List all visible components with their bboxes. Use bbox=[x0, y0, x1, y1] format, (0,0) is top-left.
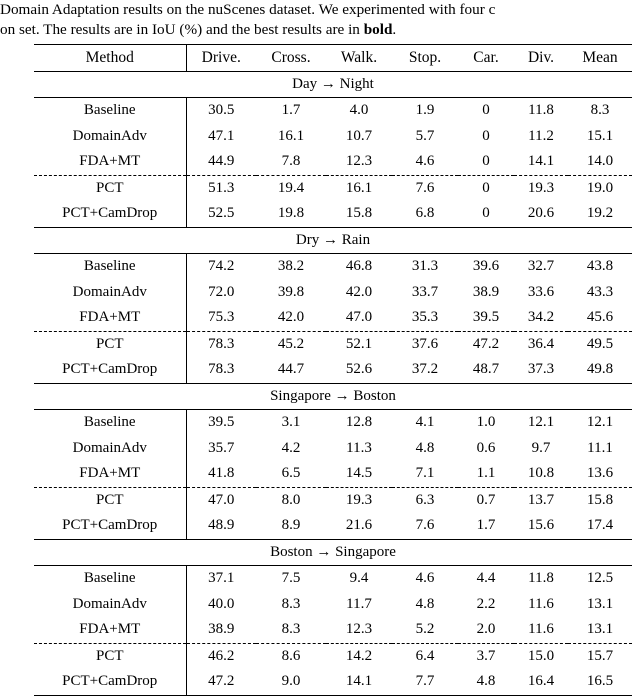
table-caption bbox=[0, 0, 640, 40]
cell-walk: 42.0 bbox=[345, 283, 373, 300]
cell-walk: 14.5 bbox=[345, 465, 373, 481]
cell-cross: 9.0 bbox=[281, 673, 301, 689]
table-row bbox=[34, 201, 632, 227]
cell-div: 10.8 bbox=[527, 465, 555, 481]
cell-mean: 15.8 bbox=[568, 487, 632, 513]
cell-stop: 5.2 bbox=[415, 621, 435, 637]
cell-car: 1.0 bbox=[476, 414, 496, 430]
cell-car: 1.1 bbox=[476, 465, 496, 481]
cell-mean: 14.0 bbox=[586, 153, 614, 169]
column-header-div: Div. bbox=[514, 45, 568, 72]
cell-drive: 72.0 bbox=[186, 280, 256, 306]
cell-div: 9.7 bbox=[531, 439, 551, 456]
cell-walk: 11.3 bbox=[346, 439, 372, 456]
cell-mean: 8.3 bbox=[590, 102, 610, 118]
cell-cross: 45.2 bbox=[256, 331, 326, 357]
cell-div: 13.7 bbox=[514, 487, 568, 513]
cell-div: 11.6 bbox=[528, 621, 554, 637]
cell-car: 1.7 bbox=[476, 517, 496, 533]
section-header-row bbox=[34, 71, 632, 97]
cell-drive: 41.8 bbox=[186, 461, 256, 487]
cell-stop: 4.6 bbox=[415, 570, 435, 586]
cell-cross: 6.5 bbox=[281, 465, 301, 481]
cell-stop: 6.8 bbox=[415, 205, 435, 221]
cell-stop: 7.6 bbox=[415, 517, 435, 533]
row-method: Baseline bbox=[83, 258, 136, 274]
cell-mean: 49.5 bbox=[568, 331, 632, 357]
section-title: Singapore → Boston bbox=[34, 383, 632, 409]
table-row bbox=[34, 280, 632, 306]
cell-drive: 75.3 bbox=[186, 305, 256, 331]
table-row bbox=[34, 592, 632, 618]
table-row bbox=[34, 410, 632, 436]
caption-line-2-text: on set. The results are in IoU (%) and the best results are in bbox=[0, 21, 364, 38]
cell-drive: 30.5 bbox=[186, 98, 256, 124]
cell-div: 15.0 bbox=[514, 643, 568, 669]
cell-stop: 6.3 bbox=[392, 487, 458, 513]
cell-cross: 4.2 bbox=[281, 439, 301, 456]
cell-car: 0 bbox=[458, 175, 514, 201]
cell-stop: 7.1 bbox=[415, 465, 435, 481]
cell-cross: 42.0 bbox=[277, 309, 305, 325]
cell-stop: 33.7 bbox=[411, 283, 439, 300]
cell-car: 39.6 bbox=[472, 258, 500, 274]
cell-cross: 44.7 bbox=[277, 361, 305, 377]
cell-drive: 35.7 bbox=[186, 436, 256, 462]
cell-stop: 5.7 bbox=[415, 127, 435, 144]
cell-mean: 13.1 bbox=[586, 595, 614, 612]
cell-walk: 14.1 bbox=[345, 673, 373, 689]
cell-walk: 46.8 bbox=[345, 258, 373, 274]
cell-div: 19.3 bbox=[514, 175, 568, 201]
cell-drive: 47.2 bbox=[186, 669, 256, 695]
cell-stop: 35.3 bbox=[411, 309, 439, 325]
cell-cross: 8.9 bbox=[281, 517, 301, 533]
cell-cross: 16.1 bbox=[277, 127, 305, 144]
table-row bbox=[34, 436, 632, 462]
table-row bbox=[34, 513, 632, 539]
row-method: PCT+CamDrop bbox=[62, 205, 158, 221]
cell-stop: 4.8 bbox=[415, 439, 435, 456]
cell-walk: 47.0 bbox=[345, 309, 373, 325]
section-header-row bbox=[34, 383, 632, 409]
cell-div: 11.8 bbox=[528, 570, 554, 586]
table-bottom-rule bbox=[34, 695, 632, 696]
cell-walk: 15.8 bbox=[345, 205, 373, 221]
row-method: FDA+MT bbox=[79, 621, 141, 637]
cell-walk: 10.7 bbox=[345, 127, 373, 144]
row-method: PCT bbox=[34, 175, 186, 201]
cell-mean: 12.1 bbox=[586, 414, 614, 430]
cell-car: 0 bbox=[482, 127, 490, 144]
cell-drive: 74.2 bbox=[186, 254, 256, 280]
table-row bbox=[34, 175, 632, 201]
cell-car: 4.4 bbox=[476, 570, 496, 586]
section-title: Boston → Singapore bbox=[34, 539, 632, 565]
row-method: PCT+CamDrop bbox=[62, 517, 158, 533]
cell-stop: 7.6 bbox=[392, 175, 458, 201]
column-header-drive: Drive. bbox=[186, 45, 256, 72]
table-row bbox=[34, 461, 632, 487]
cell-cross: 8.6 bbox=[256, 643, 326, 669]
cell-drive: 39.5 bbox=[186, 410, 256, 436]
row-method: PCT+CamDrop bbox=[62, 361, 158, 377]
cell-drive: 46.2 bbox=[186, 643, 256, 669]
cell-div: 11.2 bbox=[528, 127, 554, 144]
cell-cross: 3.1 bbox=[281, 414, 301, 430]
cell-cross: 39.8 bbox=[277, 283, 305, 300]
cell-walk: 19.3 bbox=[326, 487, 392, 513]
table-header-row bbox=[34, 45, 632, 72]
cell-car: 2.2 bbox=[476, 595, 496, 612]
cell-drive: 37.1 bbox=[186, 566, 256, 592]
row-method: PCT bbox=[34, 487, 186, 513]
cell-car: 38.9 bbox=[472, 283, 500, 300]
table-row bbox=[34, 305, 632, 331]
table-row bbox=[34, 643, 632, 669]
cell-drive: 38.9 bbox=[186, 617, 256, 643]
cell-cross: 7.8 bbox=[281, 153, 301, 169]
row-method: FDA+MT bbox=[79, 465, 141, 481]
row-method: PCT+CamDrop bbox=[62, 673, 158, 689]
cell-stop: 37.6 bbox=[392, 331, 458, 357]
cell-walk: 14.2 bbox=[326, 643, 392, 669]
cell-car: 0 bbox=[482, 102, 490, 118]
cell-stop: 4.6 bbox=[415, 153, 435, 169]
table-row bbox=[34, 254, 632, 280]
cell-mean: 19.2 bbox=[586, 205, 614, 221]
row-method: DomainAdv bbox=[72, 595, 147, 612]
row-method: Baseline bbox=[83, 102, 136, 118]
cell-walk: 12.8 bbox=[345, 414, 373, 430]
row-method: PCT bbox=[34, 331, 186, 357]
section-header-row bbox=[34, 539, 632, 565]
table-row bbox=[34, 331, 632, 357]
table-row bbox=[34, 566, 632, 592]
cell-walk: 12.3 bbox=[345, 153, 373, 169]
cell-drive: 40.0 bbox=[186, 592, 256, 618]
results-table-body bbox=[34, 45, 632, 696]
cell-mean: 15.7 bbox=[568, 643, 632, 669]
row-method: FDA+MT bbox=[79, 309, 141, 325]
cell-mean: 43.8 bbox=[586, 258, 614, 274]
results-table-container bbox=[34, 44, 618, 696]
cell-drive: 51.3 bbox=[186, 175, 256, 201]
cell-div: 32.7 bbox=[527, 258, 555, 274]
cell-stop: 31.3 bbox=[411, 258, 439, 274]
cell-drive: 47.0 bbox=[186, 487, 256, 513]
row-method: DomainAdv bbox=[72, 439, 147, 456]
table-row bbox=[34, 98, 632, 124]
column-header-method: Method bbox=[34, 45, 186, 72]
cell-walk: 11.7 bbox=[346, 595, 372, 612]
section-title: Day → Night bbox=[292, 75, 374, 92]
cell-cross: 1.7 bbox=[281, 102, 301, 118]
cell-stop: 6.4 bbox=[392, 643, 458, 669]
row-method: FDA+MT bbox=[79, 153, 141, 169]
cell-div: 12.1 bbox=[527, 414, 555, 430]
section-title: Dry → Rain bbox=[34, 227, 632, 253]
cell-car: 39.5 bbox=[472, 309, 500, 325]
cell-div: 20.6 bbox=[527, 205, 555, 221]
caption-line-2 bbox=[0, 20, 640, 40]
cell-cross: 8.3 bbox=[281, 621, 301, 637]
caption-bold-word: bold bbox=[363, 21, 393, 38]
cell-car: 47.2 bbox=[458, 331, 514, 357]
cell-drive: 48.9 bbox=[186, 513, 256, 539]
cell-walk: 12.3 bbox=[345, 621, 373, 637]
cell-mean: 43.3 bbox=[586, 283, 614, 300]
cell-car: 4.8 bbox=[476, 673, 496, 689]
cell-div: 16.4 bbox=[527, 673, 555, 689]
cell-cross: 19.4 bbox=[256, 175, 326, 201]
cell-drive: 78.3 bbox=[186, 331, 256, 357]
row-method: DomainAdv bbox=[72, 283, 147, 300]
cell-div: 14.1 bbox=[527, 153, 555, 169]
caption-line-1: Domain Adaptation results on the nuScenes dataset. We experimented with four c bbox=[0, 1, 496, 18]
row-method: DomainAdv bbox=[72, 127, 147, 144]
cell-div: 36.4 bbox=[514, 331, 568, 357]
row-method: PCT bbox=[34, 643, 186, 669]
cell-mean: 11.1 bbox=[587, 439, 613, 456]
column-header-cross: Cross. bbox=[256, 45, 326, 72]
cell-walk: 52.1 bbox=[326, 331, 392, 357]
row-method: Baseline bbox=[83, 414, 136, 430]
cell-stop: 7.7 bbox=[415, 673, 435, 689]
column-header-walk: Walk. bbox=[326, 45, 392, 72]
cell-mean: 13.1 bbox=[586, 621, 614, 637]
cell-mean: 15.1 bbox=[586, 127, 614, 144]
cell-stop: 1.9 bbox=[415, 102, 435, 118]
cell-car: 48.7 bbox=[472, 361, 500, 377]
cell-cross: 8.0 bbox=[256, 487, 326, 513]
cell-drive: 44.9 bbox=[186, 149, 256, 175]
cell-drive: 47.1 bbox=[186, 124, 256, 150]
table-row bbox=[34, 149, 632, 175]
cell-car: 0.7 bbox=[458, 487, 514, 513]
results-table bbox=[34, 44, 632, 696]
cell-div: 34.2 bbox=[527, 309, 555, 325]
cell-stop: 37.2 bbox=[411, 361, 439, 377]
cell-cross: 19.8 bbox=[277, 205, 305, 221]
cell-walk: 52.6 bbox=[345, 361, 373, 377]
cell-walk: 16.1 bbox=[326, 175, 392, 201]
cell-div: 11.6 bbox=[528, 595, 554, 612]
cell-mean: 16.5 bbox=[586, 673, 614, 689]
table-row bbox=[34, 357, 632, 383]
cell-walk: 9.4 bbox=[349, 570, 369, 586]
table-row bbox=[34, 487, 632, 513]
cell-stop: 4.1 bbox=[415, 414, 435, 430]
cell-walk: 4.0 bbox=[349, 102, 369, 118]
cell-mean: 13.6 bbox=[586, 465, 614, 481]
cell-mean: 19.0 bbox=[568, 175, 632, 201]
column-header-stop: Stop. bbox=[392, 45, 458, 72]
cell-div: 37.3 bbox=[527, 361, 555, 377]
cell-car: 0 bbox=[482, 205, 490, 221]
column-header-car: Car. bbox=[458, 45, 514, 72]
cell-mean: 45.6 bbox=[586, 309, 614, 325]
cell-cross: 7.5 bbox=[281, 570, 301, 586]
cell-mean: 17.4 bbox=[586, 517, 614, 533]
cell-div: 33.6 bbox=[527, 283, 555, 300]
row-method: Baseline bbox=[83, 570, 136, 586]
cell-cross: 8.3 bbox=[281, 595, 301, 612]
cell-car: 0.6 bbox=[476, 439, 496, 456]
cell-div: 15.6 bbox=[527, 517, 555, 533]
cell-car: 3.7 bbox=[458, 643, 514, 669]
cell-car: 0 bbox=[482, 153, 490, 169]
cell-div: 11.8 bbox=[528, 102, 554, 118]
cell-stop: 4.8 bbox=[415, 595, 435, 612]
cell-drive: 52.5 bbox=[186, 201, 256, 227]
cell-mean: 49.8 bbox=[586, 361, 614, 377]
cell-walk: 21.6 bbox=[345, 517, 373, 533]
cell-drive: 78.3 bbox=[186, 357, 256, 383]
table-row bbox=[34, 124, 632, 150]
column-header-mean: Mean bbox=[568, 45, 632, 72]
cell-cross: 38.2 bbox=[277, 258, 305, 274]
section-header-row bbox=[34, 227, 632, 253]
cell-mean: 12.5 bbox=[586, 570, 614, 586]
table-row bbox=[34, 669, 632, 695]
caption-line-2-end: . bbox=[392, 21, 397, 38]
cell-car: 2.0 bbox=[476, 621, 496, 637]
